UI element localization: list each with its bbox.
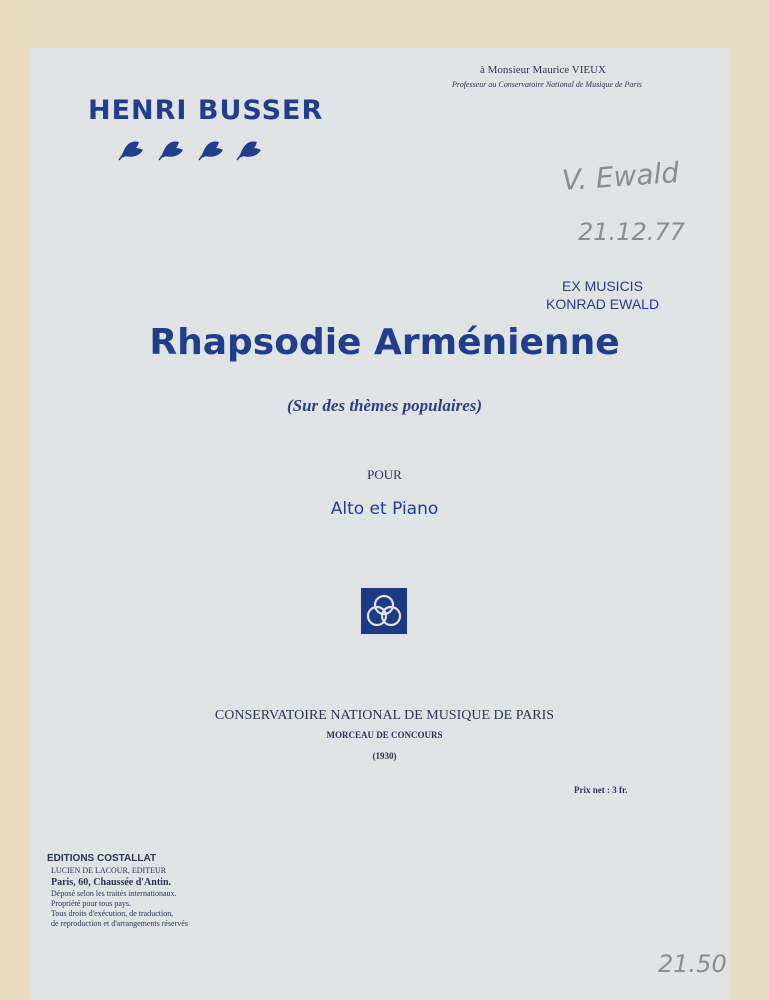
composer-name: HENRI BUSSER — [88, 95, 324, 126]
handwritten-price: 21.50 — [658, 950, 727, 978]
piece-subtitle: (Sur des thèmes populaires) — [286, 396, 483, 415]
pour-label: POUR — [367, 467, 402, 482]
year-label: (1930) — [372, 751, 397, 761]
leaf-ornament-icon — [115, 136, 275, 162]
price-label: Prix net : 3 fr. — [574, 785, 628, 795]
handwritten-signature: V. Ewald — [560, 155, 681, 198]
publisher-emblem-icon — [361, 588, 407, 634]
ownership-stamp-line2: KONRAD EWALD — [546, 296, 660, 312]
publisher-name: EDITIONS COSTALLAT — [47, 853, 157, 864]
dedication-subline: Professeur au Conservatoire National de Musique de Paris — [452, 80, 642, 89]
rights-line: Déposé selon les traités internationaux. — [51, 889, 177, 898]
instrumentation: Alto et Piano — [330, 499, 439, 519]
rights-line: Tous droits d'exécution, de traduction, — [51, 909, 174, 918]
concours-label: MORCEAU DE CONCOURS — [326, 730, 443, 740]
publisher-editor: LUCIEN DE LACOUR, EDITEUR — [51, 866, 167, 875]
conservatoire-name: CONSERVATOIRE NATIONAL DE MUSIQUE DE PARIS — [214, 708, 555, 723]
rights-line: Propriété pour tous pays. — [51, 899, 131, 908]
publisher-block — [47, 853, 188, 929]
piece-title: Rhapsodie Arménienne — [149, 322, 620, 363]
rights-line: de reproduction et d'arrangements réservés — [51, 919, 188, 928]
handwritten-date: 21.12.77 — [578, 218, 685, 246]
publisher-address: Paris, 60, Chaussée d'Antin. — [51, 877, 172, 888]
dedication-line: à Monsieur Maurice VIEUX — [480, 64, 606, 76]
ownership-stamp-line1: EX MUSICIS — [562, 278, 643, 294]
